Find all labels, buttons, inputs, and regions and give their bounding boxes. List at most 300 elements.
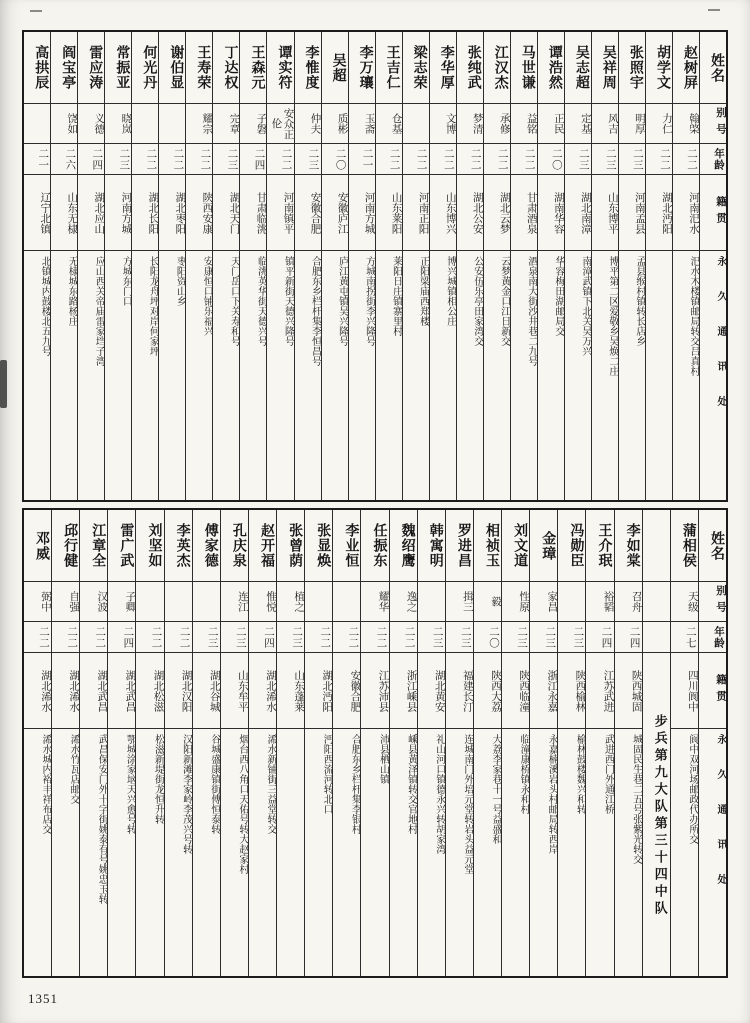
- person-alias: 耀宗: [186, 104, 212, 144]
- person-alias: [165, 582, 192, 622]
- person-address: 沔阳西流河转北口: [321, 734, 333, 814]
- record-column: [294, 32, 321, 500]
- person-alias: 逸之: [390, 582, 417, 622]
- person-native-place: 陕西临潼: [502, 653, 529, 729]
- person-native-place: 安徽合肥: [295, 175, 321, 251]
- person-name: 张曾荫: [277, 510, 304, 582]
- record-column: [591, 32, 618, 500]
- person-native-place: 河南正阳: [403, 175, 429, 251]
- person-native-place: 湖北浠水: [249, 653, 276, 729]
- person-address: 嵊县黄泽镇转交官地村: [405, 734, 417, 834]
- person-address: 孟县缑村镇转长店乡: [633, 256, 645, 346]
- person-address: 浠水新铺街三益堂转交: [265, 734, 276, 834]
- empty-cell: [643, 622, 670, 653]
- person-address: 浠水城内裕丰祥布店交: [40, 734, 51, 834]
- person-alias: 力仁: [646, 104, 672, 144]
- person-name: 金璋: [530, 510, 557, 582]
- record-column: [332, 510, 360, 976]
- person-alias: 玉斋: [349, 104, 375, 144]
- person-alias: 定基: [565, 104, 591, 144]
- person-name: 马世谦: [511, 32, 537, 104]
- person-age: 二〇: [538, 144, 564, 175]
- person-native-place: 湖北沔阳: [646, 175, 672, 251]
- header-age-label: 年龄: [700, 144, 726, 175]
- record-column: [557, 510, 585, 976]
- person-address: 酒泉南大街沙井巷二九号: [525, 256, 537, 366]
- person-alias: 承修: [484, 104, 510, 144]
- person-name: 赵树屏: [673, 32, 699, 104]
- person-age: 二二: [390, 622, 417, 653]
- person-name: 江章全: [80, 510, 107, 582]
- person-age: 二二: [24, 622, 51, 653]
- person-alias: 性原: [502, 582, 529, 622]
- person-native-place: 湖北汉阳: [165, 653, 192, 729]
- header-alias-label: 别号: [699, 582, 726, 622]
- record-column: [473, 510, 501, 976]
- person-alias: 家昌: [530, 582, 557, 622]
- person-alias: [418, 582, 445, 622]
- person-name: 魏绍鹰: [390, 510, 417, 582]
- person-alias: 完章: [213, 104, 239, 144]
- record-column: [537, 32, 564, 500]
- record-column: [429, 32, 456, 500]
- person-alias: 植之: [277, 582, 304, 622]
- record-column: [564, 32, 591, 500]
- person-native-place: 山东莱阳: [376, 175, 402, 251]
- person-native-place: 湖北长阳: [132, 175, 158, 251]
- person-address: 方城南拐街李兴隆号: [363, 256, 375, 346]
- person-native-place: 湖北枣阳: [159, 175, 185, 251]
- person-address: 博平第二区爱敬乡吴焕二庄: [606, 256, 618, 376]
- person-age: 二四: [240, 144, 266, 175]
- person-address: 长阳龙舟坪对岸何家坪: [147, 256, 159, 356]
- record-column: [618, 32, 645, 500]
- record-column: [375, 32, 402, 500]
- person-name: 王森元: [240, 32, 266, 104]
- person-age: 二二: [80, 622, 107, 653]
- person-alias: 召舟: [615, 582, 642, 622]
- person-alias: [333, 582, 360, 622]
- record-column: [276, 510, 304, 976]
- person-alias: 义德: [78, 104, 104, 144]
- field-header-column: [698, 510, 726, 976]
- person-name: 常振亚: [105, 32, 131, 104]
- record-column: [192, 510, 220, 976]
- person-age: 二二: [511, 144, 537, 175]
- person-native-place: 甘肃临洮: [240, 175, 266, 251]
- person-age: 二二: [165, 622, 192, 653]
- header-alias-label: 别号: [700, 104, 726, 144]
- person-native-place: 湖北应山: [78, 175, 104, 251]
- person-native-place: 湖北武昌: [80, 653, 107, 729]
- person-native-place: 山东博平: [592, 175, 618, 251]
- person-address: 方城东门口: [120, 256, 132, 306]
- person-native-place: 湖北黄安: [418, 653, 445, 729]
- person-name: 李惟度: [295, 32, 321, 104]
- person-alias: 文博: [430, 104, 456, 144]
- header-address-label: 永久通讯处: [715, 256, 726, 431]
- person-name: 李万瓖: [349, 32, 375, 104]
- person-native-place: 辽宁北镇: [24, 175, 50, 251]
- person-age: 二七: [671, 622, 698, 653]
- person-address: 连城南门外培元堂转岩头益元堂: [461, 734, 473, 874]
- person-native-place: 河南孟县: [619, 175, 645, 251]
- person-name: 相祯玉: [474, 510, 501, 582]
- scan-mark: [30, 10, 42, 12]
- person-alias: 弼中: [24, 582, 51, 622]
- person-alias: 汉波: [80, 582, 107, 622]
- person-name: 赵开福: [249, 510, 276, 582]
- person-name: 李华厚: [430, 32, 456, 104]
- person-name: 冯勋臣: [558, 510, 585, 582]
- person-alias: 饶如: [51, 104, 77, 144]
- record-column: [670, 510, 698, 976]
- person-address: 应山西关帝庙雷家垱子湾: [93, 256, 105, 366]
- person-name: 梁志荣: [403, 32, 429, 104]
- person-age: 二六: [51, 144, 77, 175]
- person-name: 傅家德: [193, 510, 220, 582]
- page-number: 1351: [28, 991, 58, 1006]
- person-alias: [132, 104, 158, 144]
- person-age: 二二: [376, 144, 402, 175]
- person-alias: 裕韬: [586, 582, 613, 622]
- header-address-label: 永久通讯处: [715, 734, 726, 909]
- person-alias: 毅: [474, 582, 501, 622]
- person-address: 礼山河口镇德永兴转胡家湾: [433, 734, 445, 854]
- person-age: 二二: [430, 144, 456, 175]
- person-age: 二二: [132, 144, 158, 175]
- person-name: 王吉仁: [376, 32, 402, 104]
- person-native-place: 江苏武进: [586, 653, 613, 729]
- person-name: 吴超: [322, 32, 348, 104]
- record-column: [185, 32, 212, 500]
- person-name: 李英杰: [165, 510, 192, 582]
- person-address: 榆林鼓楼魏兴和转: [574, 734, 586, 814]
- person-age: 二二: [267, 144, 293, 175]
- person-alias: [558, 582, 585, 622]
- person-alias: 正民: [538, 104, 564, 144]
- person-name: 蒲相侯: [671, 510, 698, 582]
- person-age: 二一: [349, 144, 375, 175]
- person-age: 二一: [24, 144, 50, 175]
- record-column: [614, 510, 642, 976]
- person-age: 二三: [193, 622, 220, 653]
- person-native-place: 四川阆中: [671, 653, 698, 729]
- person-address: 城固民生巷二五号张紫光转交: [630, 734, 642, 864]
- person-native-place: 河南镇平: [267, 175, 293, 251]
- record-column: [402, 32, 429, 500]
- person-alias: [403, 104, 429, 144]
- header-native-label: 籍贯: [699, 653, 726, 729]
- person-name: 吴志超: [565, 32, 591, 104]
- person-name: 谭实符: [267, 32, 293, 104]
- header-name-label: 姓名: [699, 510, 726, 582]
- person-alias: [136, 582, 163, 622]
- person-address: 莱阳日庄镇寨里村: [390, 256, 402, 336]
- person-address: 武昌保安门外十字街姚泰有号姚忠玉转: [96, 734, 108, 904]
- person-alias: [159, 104, 185, 144]
- person-name: 张显焕: [305, 510, 332, 582]
- record-column: [50, 32, 77, 500]
- person-native-place: 河南汜水: [673, 175, 699, 251]
- person-native-place: 山东博兴: [430, 175, 456, 251]
- person-age: 二三: [295, 144, 321, 175]
- person-address: 武进西门外通江桥: [602, 734, 614, 814]
- scan-mark: [708, 9, 720, 11]
- person-age: 二二: [673, 144, 699, 175]
- record-column: [360, 510, 388, 976]
- person-age: 二三: [213, 144, 239, 175]
- person-age: 二二: [457, 144, 483, 175]
- person-age: 二〇: [474, 622, 501, 653]
- person-alias: 益铭: [511, 104, 537, 144]
- person-native-place: 湖北松滋: [136, 653, 163, 729]
- person-address: 烟台西八角口天佑号转大赵家村: [236, 734, 248, 874]
- person-address: 松滋新堤街龙恒升转: [152, 734, 164, 824]
- person-alias: [193, 582, 220, 622]
- unit-annotation: 步兵第九大队第三十四中队: [652, 713, 668, 918]
- person-native-place: 甘肃酒泉: [511, 175, 537, 251]
- person-native-place: 陕西城固: [615, 653, 642, 729]
- record-column: [158, 32, 185, 500]
- person-alias: 梦清: [457, 104, 483, 144]
- person-address: 天门岳口下关寿和号: [228, 256, 240, 346]
- person-native-place: 浙江永嘉: [530, 653, 557, 729]
- record-column: [510, 32, 537, 500]
- person-alias: 安众正伦: [267, 104, 293, 144]
- unit-annotation-column: [642, 510, 670, 976]
- person-age: 二三: [565, 144, 591, 175]
- person-address: 北镇城内鼓楼北五九号: [39, 256, 51, 356]
- record-column: [321, 32, 348, 500]
- record-column: [456, 32, 483, 500]
- person-alias: 晓岚: [105, 104, 131, 144]
- record-column: [389, 510, 417, 976]
- person-native-place: 河南方城: [105, 175, 131, 251]
- person-address: 云梦黄金口江日新交: [498, 256, 510, 346]
- person-alias: 子磐: [240, 104, 266, 144]
- record-column: [529, 510, 557, 976]
- person-address: 公安伍乐亭田家湾交: [471, 256, 483, 346]
- record-column: [585, 510, 613, 976]
- person-address: 鄂城涂家垴天兴愈号转: [124, 734, 136, 834]
- person-native-place: 湖北武昌: [108, 653, 135, 729]
- person-address: 临潼康桥镇永和村: [518, 734, 530, 814]
- person-age: 二四: [108, 622, 135, 653]
- person-alias: 质彬: [322, 104, 348, 144]
- header-native-label: 籍贯: [700, 175, 726, 251]
- person-alias: 自强: [52, 582, 79, 622]
- person-name: 罗进昌: [446, 510, 473, 582]
- person-address: 镇平新街天德兴隆号: [282, 256, 294, 346]
- person-native-place: 湖北南漳: [565, 175, 591, 251]
- record-column: [164, 510, 192, 976]
- record-column: [501, 510, 529, 976]
- person-name: 谭浩然: [538, 32, 564, 104]
- person-age: 二三: [530, 622, 557, 653]
- person-name: 谢伯显: [159, 32, 185, 104]
- person-address: [646, 251, 672, 500]
- header-name-label: 姓名: [700, 32, 726, 104]
- person-native-place: 浙江嵊县: [390, 653, 417, 729]
- person-name: 张照宇: [619, 32, 645, 104]
- person-native-place: 湖北浠水: [52, 653, 79, 729]
- record-column: [24, 510, 51, 976]
- person-native-place: 湖北沔阳: [305, 653, 332, 729]
- person-age: 二二: [403, 144, 429, 175]
- person-native-place: 湖北天门: [213, 175, 239, 251]
- record-column: [79, 510, 107, 976]
- person-alias: 惟悦: [249, 582, 276, 622]
- person-age: 二二: [52, 622, 79, 653]
- person-native-place: 山东蓬莱: [277, 653, 304, 729]
- person-address: 庐江黄屯镇吴兴隆号: [336, 256, 348, 346]
- person-address: 正阳梁庙西郑楼: [417, 256, 429, 326]
- person-alias: [305, 582, 332, 622]
- person-address: 枣阳资山乡: [174, 256, 186, 306]
- person-age: 二二: [136, 622, 163, 653]
- person-native-place: 福建长汀: [446, 653, 473, 729]
- person-age: 二三: [221, 622, 248, 653]
- person-age: 二二: [186, 144, 212, 175]
- person-native-place: 江苏沛县: [361, 653, 388, 729]
- person-age: 二三: [619, 144, 645, 175]
- person-address: 安康恒口铺乐福兴: [201, 256, 213, 336]
- person-name: 王介珉: [586, 510, 613, 582]
- person-address: 汜水木楼镇邮局转交吕真村: [687, 256, 699, 376]
- person-alias: [24, 104, 50, 144]
- person-name: 李如棠: [615, 510, 642, 582]
- person-name: 张纯武: [457, 32, 483, 104]
- record-column: [248, 510, 276, 976]
- record-column: [266, 32, 293, 500]
- person-age: 二〇: [322, 144, 348, 175]
- person-name: 高拱辰: [24, 32, 50, 104]
- person-address: 沛县栖山镇: [377, 734, 389, 784]
- person-name: 阎宝亭: [51, 32, 77, 104]
- person-native-place: 湖北谷城: [193, 653, 220, 729]
- record-column: [672, 32, 699, 500]
- person-native-place: 安徽庐江: [322, 175, 348, 251]
- person-age: 二四: [586, 622, 613, 653]
- person-address: 永嘉楠溪岩头村邮局转西岸: [546, 734, 558, 854]
- person-name: 刘文道: [502, 510, 529, 582]
- person-alias: 揖三: [446, 582, 473, 622]
- person-age: 二二: [305, 622, 332, 653]
- record-column: [104, 32, 131, 500]
- person-native-place: 河南方城: [349, 175, 375, 251]
- field-header-column: [699, 32, 726, 500]
- person-address: 博兴城镇相公庄: [444, 256, 456, 326]
- person-native-place: 湖北云梦: [484, 175, 510, 251]
- person-alias: 翰棨: [673, 104, 699, 144]
- person-name: 吴祥周: [592, 32, 618, 104]
- person-name: 江汉杰: [484, 32, 510, 104]
- person-name: 雷广武: [108, 510, 135, 582]
- person-alias: 仲夫: [295, 104, 321, 144]
- record-column: [212, 32, 239, 500]
- register-table-lower: [22, 508, 728, 978]
- person-address: 临洮英华街天德兴号: [255, 256, 267, 346]
- person-alias: 明厚: [619, 104, 645, 144]
- person-address: 无棣城东路杨庄: [66, 256, 78, 326]
- record-column: [417, 510, 445, 976]
- person-native-place: 陕西榆林: [558, 653, 585, 729]
- person-name: 李业恒: [333, 510, 360, 582]
- person-age: 二三: [592, 144, 618, 175]
- person-age: 二二: [333, 622, 360, 653]
- person-name: 任振东: [361, 510, 388, 582]
- person-age: 二三: [105, 144, 131, 175]
- empty-cell: [643, 582, 670, 622]
- record-column: [348, 32, 375, 500]
- person-address: 华容梅田湖邮局交: [552, 256, 564, 336]
- person-native-place: 湖北公安: [457, 175, 483, 251]
- record-column: [51, 510, 79, 976]
- person-alias: 耀华: [361, 582, 388, 622]
- person-address: 汉阳新滩李家岭李茂兴号转: [180, 734, 192, 854]
- empty-cell: [643, 510, 670, 582]
- record-column: [483, 32, 510, 500]
- record-column: [645, 32, 672, 500]
- person-age: 二四: [249, 622, 276, 653]
- person-name: 胡学文: [646, 32, 672, 104]
- person-native-place: 山东无棣: [51, 175, 77, 251]
- person-native-place: 湖南华容: [538, 175, 564, 251]
- header-age-label: 年龄: [699, 622, 726, 653]
- person-alias: 子卿: [108, 582, 135, 622]
- record-column: [77, 32, 104, 500]
- person-address: 南漳武镇下北关吴万兴: [579, 256, 591, 356]
- person-age: 二三: [446, 622, 473, 653]
- person-age: 二二: [361, 622, 388, 653]
- person-address: 浠水竹瓦店邮交: [68, 734, 80, 804]
- person-alias: 风吉: [592, 104, 618, 144]
- record-column: [445, 510, 473, 976]
- record-column: [239, 32, 266, 500]
- person-name: 邱行健: [52, 510, 79, 582]
- person-name: 雷应涛: [78, 32, 104, 104]
- person-age: 二四: [615, 622, 642, 653]
- person-age: 二三: [418, 622, 445, 653]
- person-address: [277, 729, 304, 976]
- person-native-place: 安徽合肥: [333, 653, 360, 729]
- person-age: 二三: [502, 622, 529, 653]
- person-address: 合肥东乡栏杆集李恒昌号: [309, 256, 321, 366]
- person-name: 何光丹: [132, 32, 158, 104]
- person-address: 阆中双河场邮政代办所交: [686, 734, 698, 844]
- register-table-upper: [22, 30, 728, 502]
- person-native-place: 陕西安康: [186, 175, 212, 251]
- person-age: 二三: [277, 622, 304, 653]
- person-name: 王寿荣: [186, 32, 212, 104]
- person-age: 二二: [159, 144, 185, 175]
- person-alias: 天级: [671, 582, 698, 622]
- person-alias: 连江: [221, 582, 248, 622]
- person-name: 孔庆泉: [221, 510, 248, 582]
- person-name: 邓威: [24, 510, 51, 582]
- person-native-place: 陕西大荔: [474, 653, 501, 729]
- person-age: 二四: [78, 144, 104, 175]
- person-age: 二三: [558, 622, 585, 653]
- person-age: 二二: [484, 144, 510, 175]
- record-column: [304, 510, 332, 976]
- person-native-place: 山东牟平: [221, 653, 248, 729]
- record-column: [131, 32, 158, 500]
- record-column: [107, 510, 135, 976]
- record-column: [24, 32, 50, 500]
- person-age: 二二: [646, 144, 672, 175]
